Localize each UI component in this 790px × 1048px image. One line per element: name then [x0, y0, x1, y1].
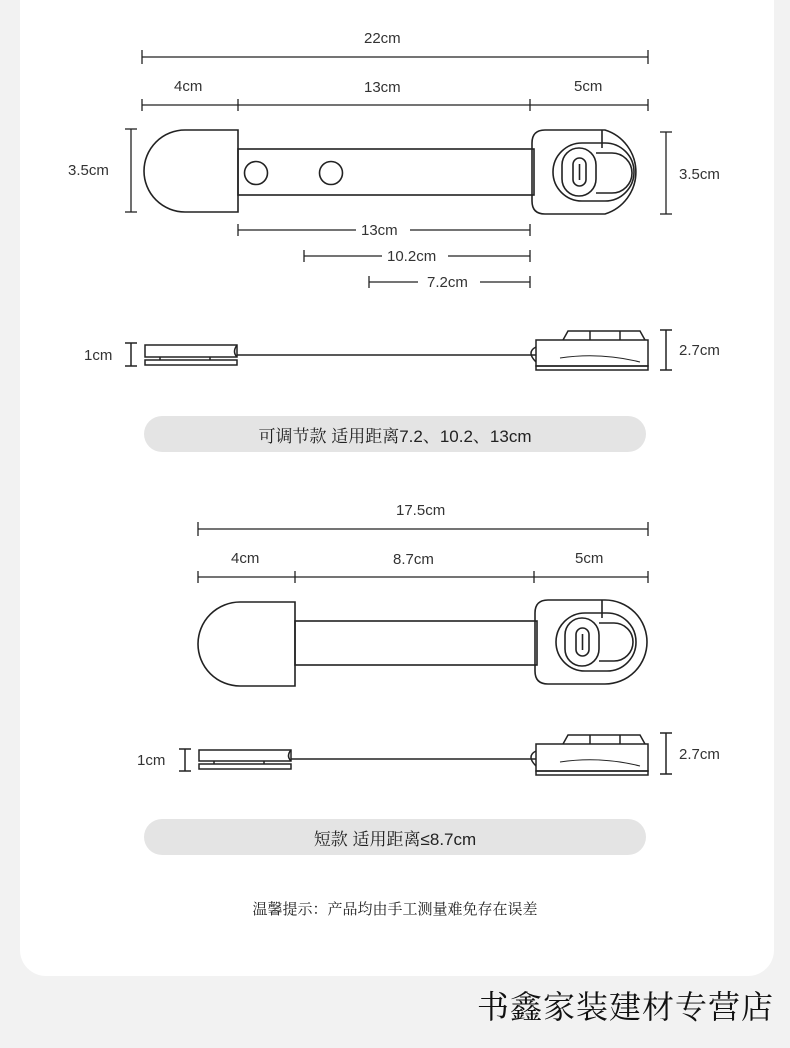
dim-line-segments [142, 99, 648, 111]
label-pos-7-2: 7.2cm [427, 274, 468, 291]
short-label-right-segment: 5cm [575, 550, 604, 567]
label-mid-segment: 13cm [364, 79, 401, 96]
adjustable-caption: 可调节款 适用距离7.2、10.2、13cm [144, 416, 646, 452]
adjustable-strap-top [144, 130, 636, 214]
label-right-segment: 5cm [574, 78, 603, 95]
label-total-length: 22cm [364, 30, 401, 47]
label-height-right: 3.5cm [679, 166, 720, 183]
short-label-total: 17.5cm [396, 502, 446, 519]
label-height-left: 3.5cm [68, 162, 109, 179]
dim-line-height-right [660, 132, 672, 214]
label-left-segment: 4cm [174, 78, 203, 95]
short-label-mid-segment: 8.7cm [393, 551, 434, 568]
dim-line-total-22 [142, 50, 648, 64]
short-strap-side [179, 733, 672, 775]
label-side-height: 2.7cm [679, 342, 720, 359]
dim-line-height-left [125, 129, 137, 212]
short-dim-line-segments [198, 571, 648, 583]
label-pos-10-2: 10.2cm [387, 248, 437, 265]
short-label-side-thickness: 1cm [137, 752, 166, 769]
short-dim-line-total [198, 522, 648, 536]
short-label-left-segment: 4cm [231, 550, 260, 567]
label-side-thickness: 1cm [84, 347, 113, 364]
short-caption: 短款 适用距离≤8.7cm [144, 819, 646, 855]
shop-name: 书鑫家装建材专营店 [476, 988, 774, 1026]
measurement-tip: 温馨提示：产品均由手工测量难免存在误差 [252, 901, 538, 918]
label-pos-13: 13cm [361, 222, 398, 239]
adjustable-strap-side [125, 330, 672, 370]
short-label-side-height: 2.7cm [679, 746, 720, 763]
short-strap-top [198, 600, 647, 686]
